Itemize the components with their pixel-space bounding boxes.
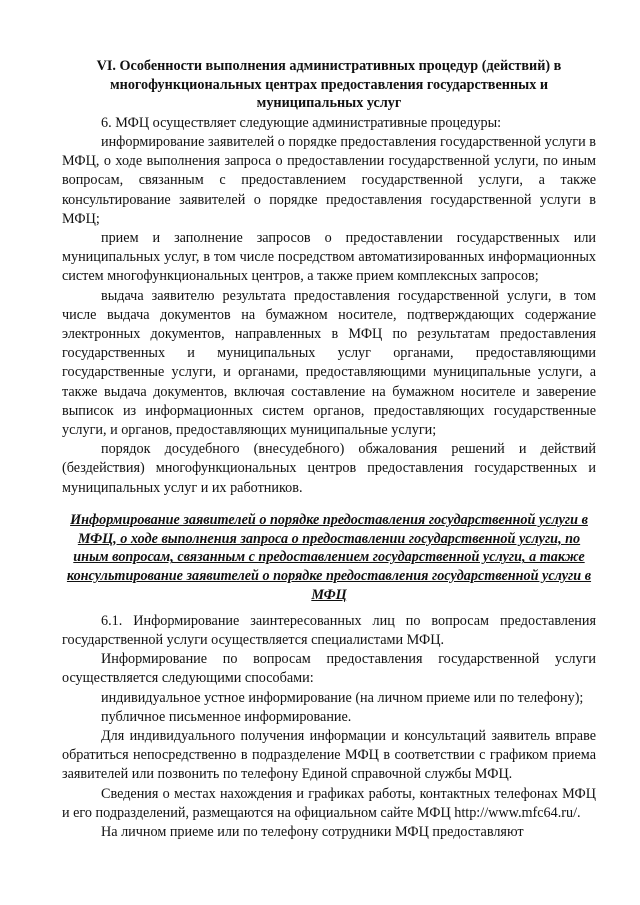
subsection-title: Информирование заявителей о порядке предоставления государственной услуги в МФЦ, о ходе выполнения запроса о предоставлении государственной услуги, по иным вопросам, связанным с предоставлением государственной услуги, а также консультирование заявителей о порядке предоставления государственной услуги в МФЦ (66, 511, 592, 604)
paragraph: порядок досудебного (внесудебного) обжалования решений и действий (бездействия) многофункциональных центров предоставления государственных и муниципальных услуг и их работников. (62, 441, 596, 496)
section-title: VI. Особенности выполнения административных процедур (действий) в многофункциональных центрах предоставления государственных и муниципальных услуг (96, 58, 562, 112)
paragraph: публичное письменное информирование. (101, 708, 352, 725)
paragraph: информирование заявителей о порядке предоставления государственной услуги в МФЦ, о ходе выполнения запроса о предоставлении государственной услуги, по иным вопросам, связанным с предоставлением государственной услуги, а также консультирование заявителей о порядке предоставления государственной услуги в МФЦ; (62, 133, 596, 227)
document-page (62, 57, 596, 842)
paragraph: индивидуальное устное информирование (на личном приеме или по телефону); (101, 689, 584, 706)
paragraph: 6.1. Информирование заинтересованных лиц по вопросам предоставления государственной услуги осуществляется специалистами МФЦ. (62, 612, 596, 649)
paragraph: Информирование по вопросам предоставления государственной услуги осуществляется следующими способами: (62, 651, 596, 687)
paragraph: Для индивидуального получения информации и консультаций заявитель вправе обратиться непосредственно в подразделение МФЦ в соответствии с графиком приема заявителей или позвонить по телефону Единой справочной службы МФЦ. (62, 728, 596, 783)
paragraph: Сведения о местах нахождения и графиках работы, контактных телефонах МФЦ и его подразделений, размещаются на официальном сайте МФЦ http://www.mfc64.ru/. (62, 785, 596, 821)
paragraph: прием и заполнение запросов о предоставлении государственных или муниципальных услуг, в том числе посредством автоматизированных информационных систем многофункциональных центров, а также прием комплексных запросов; (62, 230, 596, 285)
paragraph: 6. МФЦ осуществляет следующие административные процедуры: (101, 114, 502, 131)
paragraph: выдача заявителю результата предоставления государственной услуги, в том числе выдача документов на бумажном носителе, подтверждающих содержание электронных документов, направленных в МФЦ по результатам предоставления государственных и муниципальных услуг органами, предоставляющими государственные услуги, и органами, предоставляющими муниципальные услуги, а также выдача документов, включая составление на бумажном носителе и заверение выписок из информационных систем органов, предоставляющих государственные услуги, и органов, предоставляющих муниципальные услуги; (62, 287, 596, 439)
paragraph: На личном приеме или по телефону сотрудники МФЦ предоставляют (101, 824, 524, 841)
